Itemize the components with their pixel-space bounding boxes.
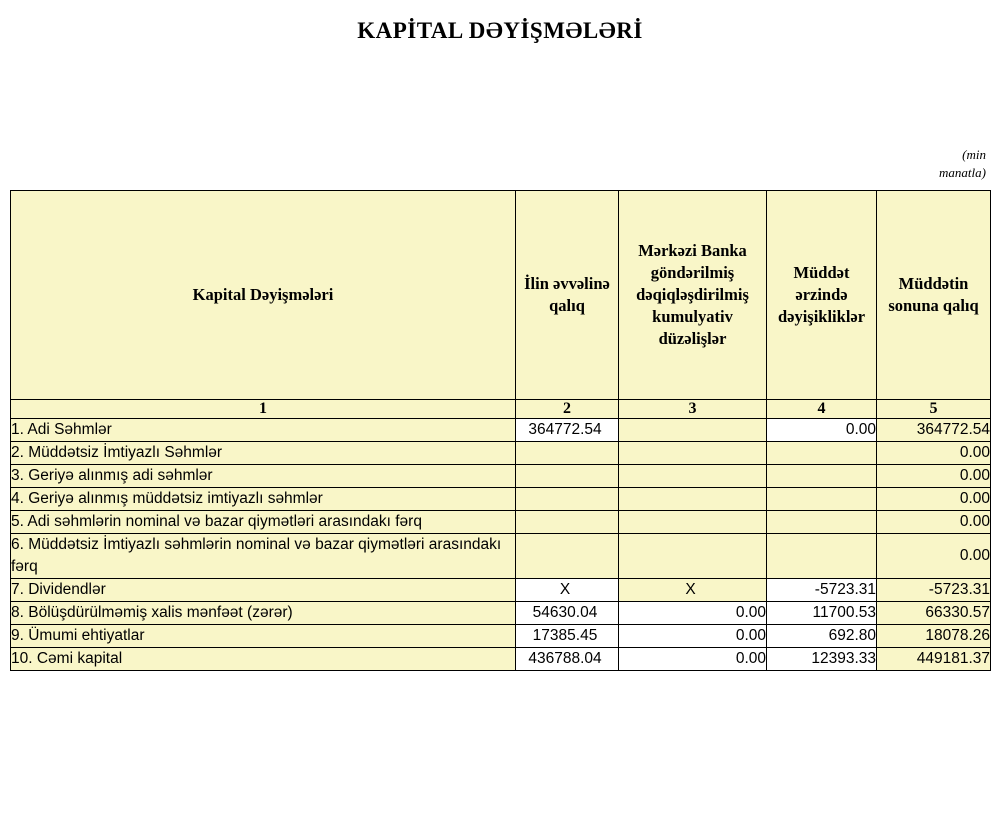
column-header-opening-balance: İlin əvvəlinə qalıq — [516, 191, 619, 400]
row-value-c5: 364772.54 — [877, 419, 991, 442]
table-row — [11, 579, 991, 602]
column-header-closing-balance: Müddətin sonuna qalıq — [877, 191, 991, 400]
row-value-c5: 0.00 — [877, 488, 991, 511]
row-value-c3 — [619, 534, 767, 579]
row-value-c4 — [767, 465, 877, 488]
table-row — [11, 625, 991, 648]
row-value-c2: 17385.45 — [516, 625, 619, 648]
row-value-c4: 0.00 — [767, 419, 877, 442]
column-number-4: 4 — [767, 400, 877, 419]
row-value-c3 — [619, 419, 767, 442]
row-value-c2: 364772.54 — [516, 419, 619, 442]
table-header-row — [11, 191, 991, 400]
row-value-c3 — [619, 511, 767, 534]
row-value-c5: 0.00 — [877, 534, 991, 579]
row-value-c5: 0.00 — [877, 465, 991, 488]
table-row — [11, 442, 991, 465]
row-label: 1. Adi Səhmlər — [11, 419, 516, 442]
table-row — [11, 648, 991, 671]
unit-note-line-2: manatla) — [939, 165, 986, 180]
row-value-c3 — [619, 488, 767, 511]
column-number-2: 2 — [516, 400, 619, 419]
row-value-c5: 449181.37 — [877, 648, 991, 671]
page-title: KAPİTAL DƏYİŞMƏLƏRİ — [357, 18, 643, 43]
row-label: 9. Ümumi ehtiyatlar — [11, 625, 516, 648]
table-row — [11, 534, 991, 579]
row-label: 4. Geriyə alınmış müddətsiz imtiyazlı səhmlər — [11, 488, 516, 511]
unit-note — [866, 146, 986, 182]
row-value-c2 — [516, 488, 619, 511]
table-row — [11, 488, 991, 511]
unit-note-line-1: (min — [962, 147, 986, 162]
row-value-c5: -5723.31 — [877, 579, 991, 602]
row-value-c2: X — [516, 579, 619, 602]
table-row — [11, 419, 991, 442]
row-value-c4 — [767, 511, 877, 534]
row-label: 7. Dividendlər — [11, 579, 516, 602]
column-number-1: 1 — [11, 400, 516, 419]
row-value-c3 — [619, 465, 767, 488]
row-value-c2 — [516, 534, 619, 579]
row-value-c4: 692.80 — [767, 625, 877, 648]
row-label: 8. Bölüşdürülməmiş xalis mənfəət (zərər) — [11, 602, 516, 625]
row-value-c2 — [516, 442, 619, 465]
row-label: 5. Adi səhmlərin nominal və bazar qiymətləri arasındakı fərq — [11, 511, 516, 534]
row-value-c4: -5723.31 — [767, 579, 877, 602]
row-value-c5: 0.00 — [877, 442, 991, 465]
row-value-c4: 11700.53 — [767, 602, 877, 625]
row-value-c3: 0.00 — [619, 625, 767, 648]
capital-changes-table — [10, 190, 991, 671]
row-value-c4: 12393.33 — [767, 648, 877, 671]
row-label: 6. Müddətsiz İmtiyazlı səhmlərin nominal və bazar qiymətləri arasındakı fərq — [11, 534, 516, 579]
column-header-cumulative-adjustments: Mərkəzi Banka göndərilmiş dəqiqləşdirilmiş kumulyativ düzəlişlər — [619, 191, 767, 400]
row-value-c4 — [767, 488, 877, 511]
table-row — [11, 465, 991, 488]
row-value-c2 — [516, 511, 619, 534]
row-value-c3: X — [619, 579, 767, 602]
table-row — [11, 511, 991, 534]
row-value-c4 — [767, 442, 877, 465]
column-number-row — [11, 400, 991, 419]
column-header-label: Kapital Dəyişmələri — [11, 191, 516, 400]
row-value-c5: 66330.57 — [877, 602, 991, 625]
row-value-c3 — [619, 442, 767, 465]
row-label: 2. Müddətsiz İmtiyazlı Səhmlər — [11, 442, 516, 465]
row-value-c2: 436788.04 — [516, 648, 619, 671]
column-number-5: 5 — [877, 400, 991, 419]
row-label: 10. Cəmi kapital — [11, 648, 516, 671]
row-value-c3: 0.00 — [619, 602, 767, 625]
row-value-c5: 0.00 — [877, 511, 991, 534]
row-value-c3: 0.00 — [619, 648, 767, 671]
column-header-period-changes: Müddət ərzində dəyişikliklər — [767, 191, 877, 400]
row-value-c4 — [767, 534, 877, 579]
row-value-c2: 54630.04 — [516, 602, 619, 625]
row-label: 3. Geriyə alınmış adi səhmlər — [11, 465, 516, 488]
row-value-c5: 18078.26 — [877, 625, 991, 648]
row-value-c2 — [516, 465, 619, 488]
table-row — [11, 602, 991, 625]
column-number-3: 3 — [619, 400, 767, 419]
